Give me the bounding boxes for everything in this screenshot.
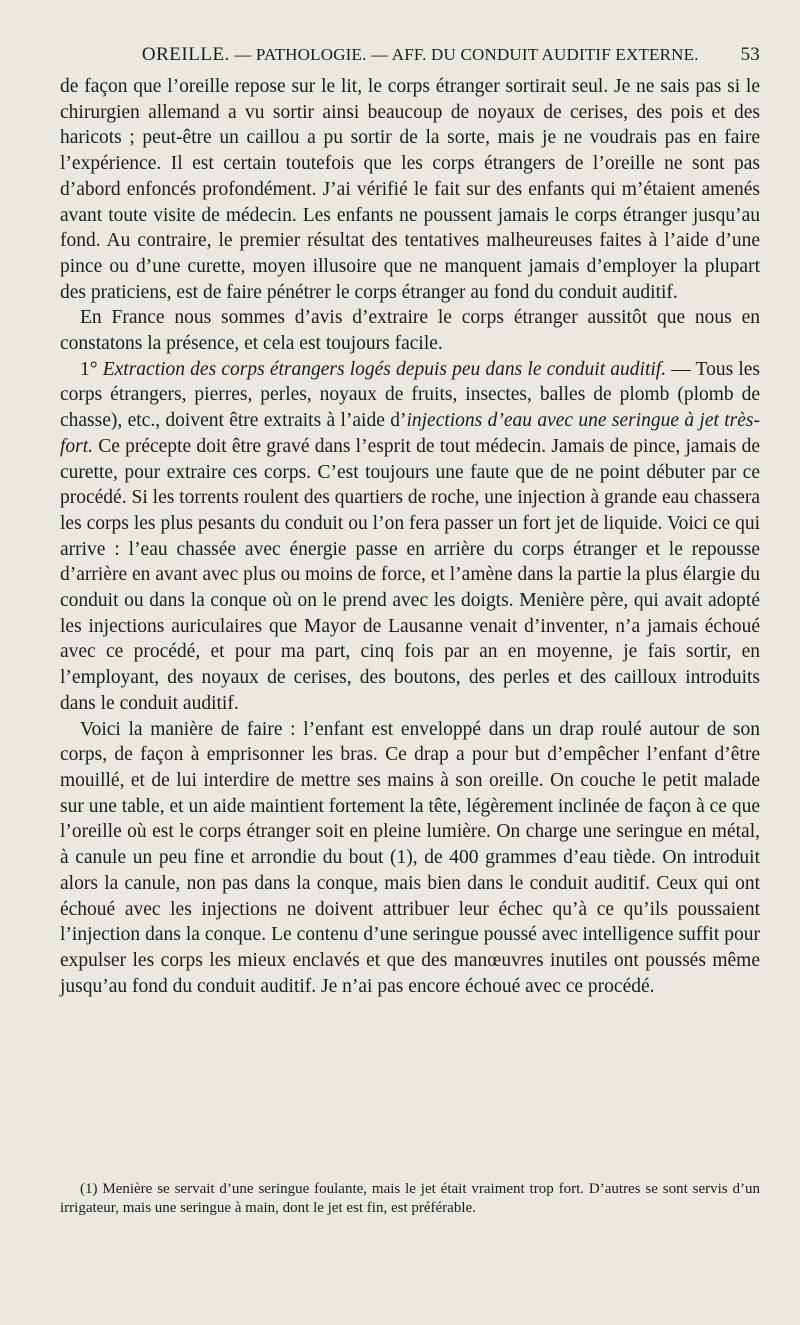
running-head-main: OREILLE. xyxy=(141,44,230,65)
text-run: 1° xyxy=(80,358,103,380)
paragraph xyxy=(60,74,760,305)
text-run: Voici la manière de faire : l’enfant est enveloppé dans un drap roulé autour de son corps, de façon à emprisonner les bras. Ce drap a pour but d’empêcher l’enfant d’être mouillé, et de lui interdire de mettre ses mains à son oreille. On couche le petit malade sur une table, et un aide maintient fortement la tête, légèrement inclinée de façon à ce que l’oreille où est le corps étranger soit en pleine lumière. On charge une seringue en métal, à canule un peu fine et arrondie du bout (1), de 400 grammes d’eau tiède. On introduit alors la canule, non pas dans la conque, mais bien dans le conduit auditif. Ceux qui ont échoué avec les injections ne doivent attribuer leur échec qu’à ce qu’ils poussaient l’injection dans la conque. Le contenu d’une seringue poussé avec intelligence suffit pour expulser les corps les mieux enclavés et que des manœuvres inutiles ont poussés même jusqu’au fond du conduit auditif. Je n’ai pas encore échoué avec ce procédé. xyxy=(60,718,760,997)
text-run: Ce précepte doit être gravé dans l’esprit de tout médecin. Jamais de pince, jamais de curette, pour extraire ces corps. C’est toujours une faute que de ne point débuter par ce procédé. Si les torrents roulent des quartiers de roche, une injection à grande eau chassera les corps les plus pesants du conduit ou l’on fera passer un fort jet de liquide. Voici ce qui arrive : l’eau chassée avec énergie passe en arrière du corps étranger et le repousse d’arrière en avant avec plus ou moins de force, et l’amène dans la partie la plus élargie du conduit ou dans la conque où on le prend avec les doigts. Menière père, qui avait adopté les injections auriculaires que Mayor de Lausanne venait d’inventer, n’a jamais échoué avec ce procédé, et pour ma part, cinq fois par an en moyenne, je fais sortir, en l’employant, des noyaux de cerises, des boutons, des perles et des cailloux introduits dans le conduit auditif. xyxy=(60,435,760,714)
body-text xyxy=(60,74,760,999)
italic-text: Extraction des corps étrangers logés depuis peu dans le conduit auditif. xyxy=(102,358,667,380)
running-head-title xyxy=(60,44,741,66)
running-head xyxy=(60,44,760,72)
text-run: En France nous sommes d’avis d’extraire le corps étranger aussitôt que nous en constatons la présence, et cela est toujours facile. xyxy=(60,307,760,355)
text-run: — Tous les corps étrangers, pierres, perles, noyaux de fruits, insectes, balles de plomb (plomb de chasse), etc., doivent être extraits à l’aide d’ xyxy=(60,358,761,432)
paragraph xyxy=(60,305,760,356)
footnote xyxy=(60,1180,760,1218)
paragraph xyxy=(60,717,760,1000)
text-run: de façon que l’oreille repose sur le lit, le corps étranger sortirait seul. Je ne sais pas si le chirurgien allemand a vu sortir ainsi beaucoup de noyaux de cerises, des pois et des haricots ; peut-être un caillou a pu sortir de la sorte, mais je ne voudrais pas en faire l’expérience. Il est certain toutefois que les corps étrangers de l’oreille ne sont pas d’abord enfoncés profondément. J’ai vérifié le fait sur des enfants qui m’étaient amenés avant toute visite de médecin. Les enfants ne poussent jamais le corps étranger jusqu’au fond. Au contraire, le premier résultat des tentatives malheureuses faites à l’aide d’une pince ou d’une curette, moyen illusoire que ne manquent jamais d’employer la plupart des praticiens, est de faire pénétrer le corps étranger au fond du conduit auditif. xyxy=(60,76,760,303)
footnote-text: (1) Menière se servait d’une seringue foulante, mais le jet était vraiment trop fort. D’autres se sont servis d’un irrigateur, mais une seringue à main, dont le jet est fin, est préférable. xyxy=(60,1181,760,1216)
page-number: 53 xyxy=(740,44,760,65)
italic-text: injections d’eau avec une seringue à jet très-fort. xyxy=(60,410,760,457)
paragraph xyxy=(60,357,760,717)
running-head-rest: — PATHOLOGIE. — AFF. DU CONDUIT AUDITIF EXTERNE. xyxy=(229,45,699,64)
